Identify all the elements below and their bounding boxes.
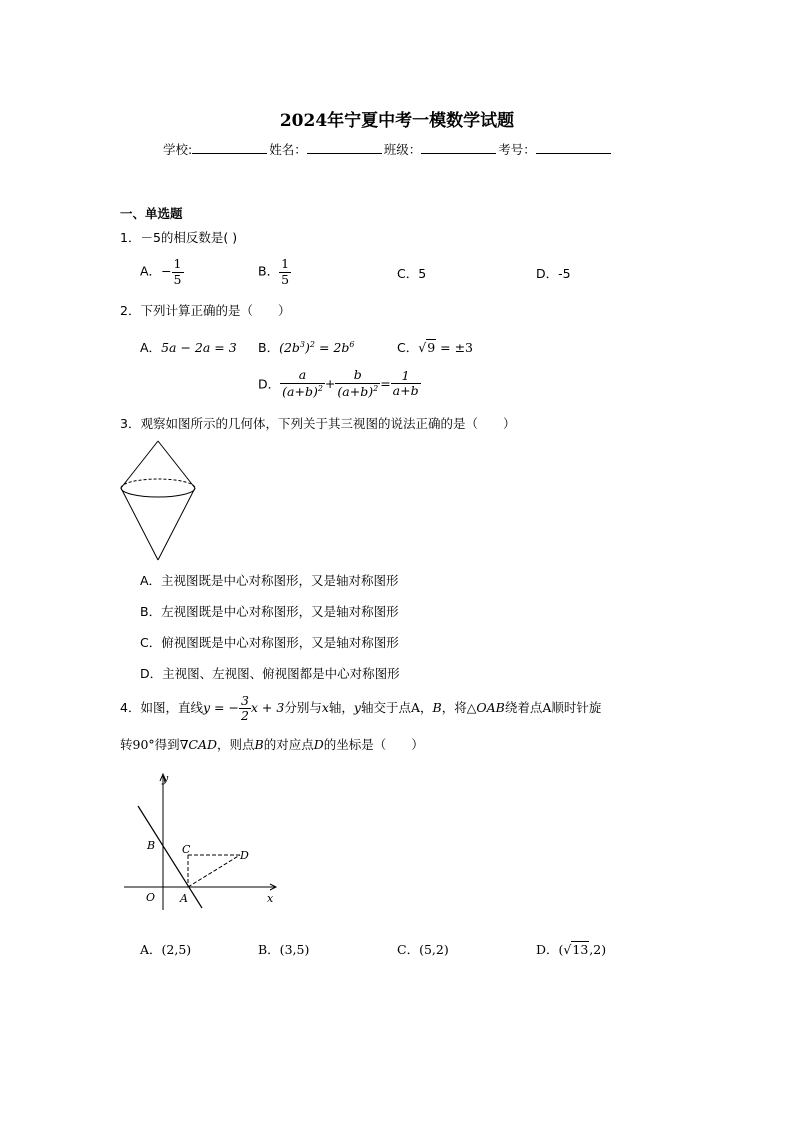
school-blank[interactable]	[192, 141, 267, 154]
cone-upper-left-edge	[121, 441, 158, 488]
exam-header-fields	[163, 140, 613, 158]
name-blank[interactable]	[307, 141, 382, 154]
exam-no-blank[interactable]	[536, 141, 611, 154]
q2-d-rhs: $\frac{1}{a+b}$	[392, 367, 419, 399]
q3-option-d: D．主视图、左视图、俯视图都是中心对称图形	[140, 666, 400, 681]
q1-option-b	[258, 258, 291, 286]
q4-coordinate-figure	[120, 768, 285, 918]
label-b: B	[147, 839, 156, 852]
q4-stem-line1: 4．如图，直线y = − $\frac{3}{2}$ x + 3分别与x轴，y轴交于点A，B，将△OAB绕着点A顺时针旋	[120, 692, 602, 723]
label-x: x	[267, 892, 274, 905]
exam-no-label: 考号：	[498, 142, 536, 157]
q2-c-expr: √9 = ±3	[418, 340, 474, 355]
q4-equation: y = − $\frac{3}{2}$ x + 3	[202, 692, 285, 723]
cone-lower-right-edge	[158, 488, 195, 560]
q3-option-c: C．俯视图既是中心对称图形，又是轴对称图形	[140, 635, 399, 650]
q1-stem: 1．－5的相反数是( )	[120, 230, 238, 245]
q4-option-d: D．(√13,2)	[536, 942, 607, 957]
cone-lower-left-edge	[121, 488, 158, 560]
label-a: A	[180, 892, 188, 905]
q1-b-fraction: $\frac{1}{5}$	[281, 256, 290, 287]
q4-option-c: C．(5,2)	[397, 942, 449, 957]
q2-option-a: A．5a − 2a = 3	[140, 340, 237, 355]
segment-ad	[188, 855, 240, 887]
q2-a-expr: 5a − 2a = 3	[161, 340, 237, 355]
q1-option-c: C．5	[397, 266, 427, 281]
label-o: O	[146, 891, 156, 904]
q2-d-term2: $\frac{b}{(a+b)^2}$	[337, 367, 379, 399]
q1-a-sign: −	[161, 263, 172, 279]
q3-stem: 3．观察如图所示的几何体，下列关于其三视图的说法正确的是（ ）	[120, 416, 516, 431]
cone-base-back	[121, 479, 195, 488]
q3-option-b: B．左视图既是中心对称图形，又是轴对称图形	[140, 604, 399, 619]
section-heading: 一、单选题	[120, 206, 183, 221]
q4-option-b: B．(3,5)	[258, 942, 310, 957]
cone-base-front	[121, 488, 195, 497]
q2-option-c: C．√9 = ±3	[397, 340, 474, 355]
label-d: D	[240, 849, 249, 862]
q2-b-expr: $(2b^3)^2 = 2b^6$	[279, 339, 355, 355]
q2-stem: 2．下列计算正确的是（ ）	[120, 303, 291, 318]
double-cone-figure	[118, 438, 200, 564]
class-blank[interactable]	[421, 141, 496, 154]
q2-d-term1: $\frac{a}{(a+b)^2}$	[282, 367, 323, 399]
cone-upper-right-edge	[158, 441, 195, 488]
q3-option-a: A．主视图既是中心对称图形，又是轴对称图形	[140, 573, 399, 588]
label-c: C	[182, 843, 191, 856]
q2-option-b: B．$(2b^3)^2 = 2b^6$	[258, 339, 355, 355]
label-y: y	[162, 772, 169, 785]
q1-b-label: B．	[258, 263, 280, 279]
q2-option-d: D． $\frac{a}{(a+b)^2}$ + $\frac{b}{(a+b)^2}$ = $\frac{1}{a+b}$	[258, 367, 419, 399]
q1-option-a	[140, 258, 184, 286]
school-label: 学校:	[163, 142, 193, 157]
name-label: 姓名：	[269, 142, 307, 157]
q1-a-fraction: $\frac{1}{5}$	[173, 256, 182, 287]
class-label: 班级：	[383, 142, 422, 157]
page-title: 2024年宁夏中考一模数学试题	[279, 111, 515, 131]
q1-a-label: A．	[140, 263, 162, 279]
q4-stem-line2: 转90°得到∇CAD，则点B的对应点D的坐标是（ ）	[120, 737, 424, 752]
q1-option-d: D．-5	[536, 266, 571, 281]
q4-option-a: A．(2,5)	[140, 942, 192, 957]
